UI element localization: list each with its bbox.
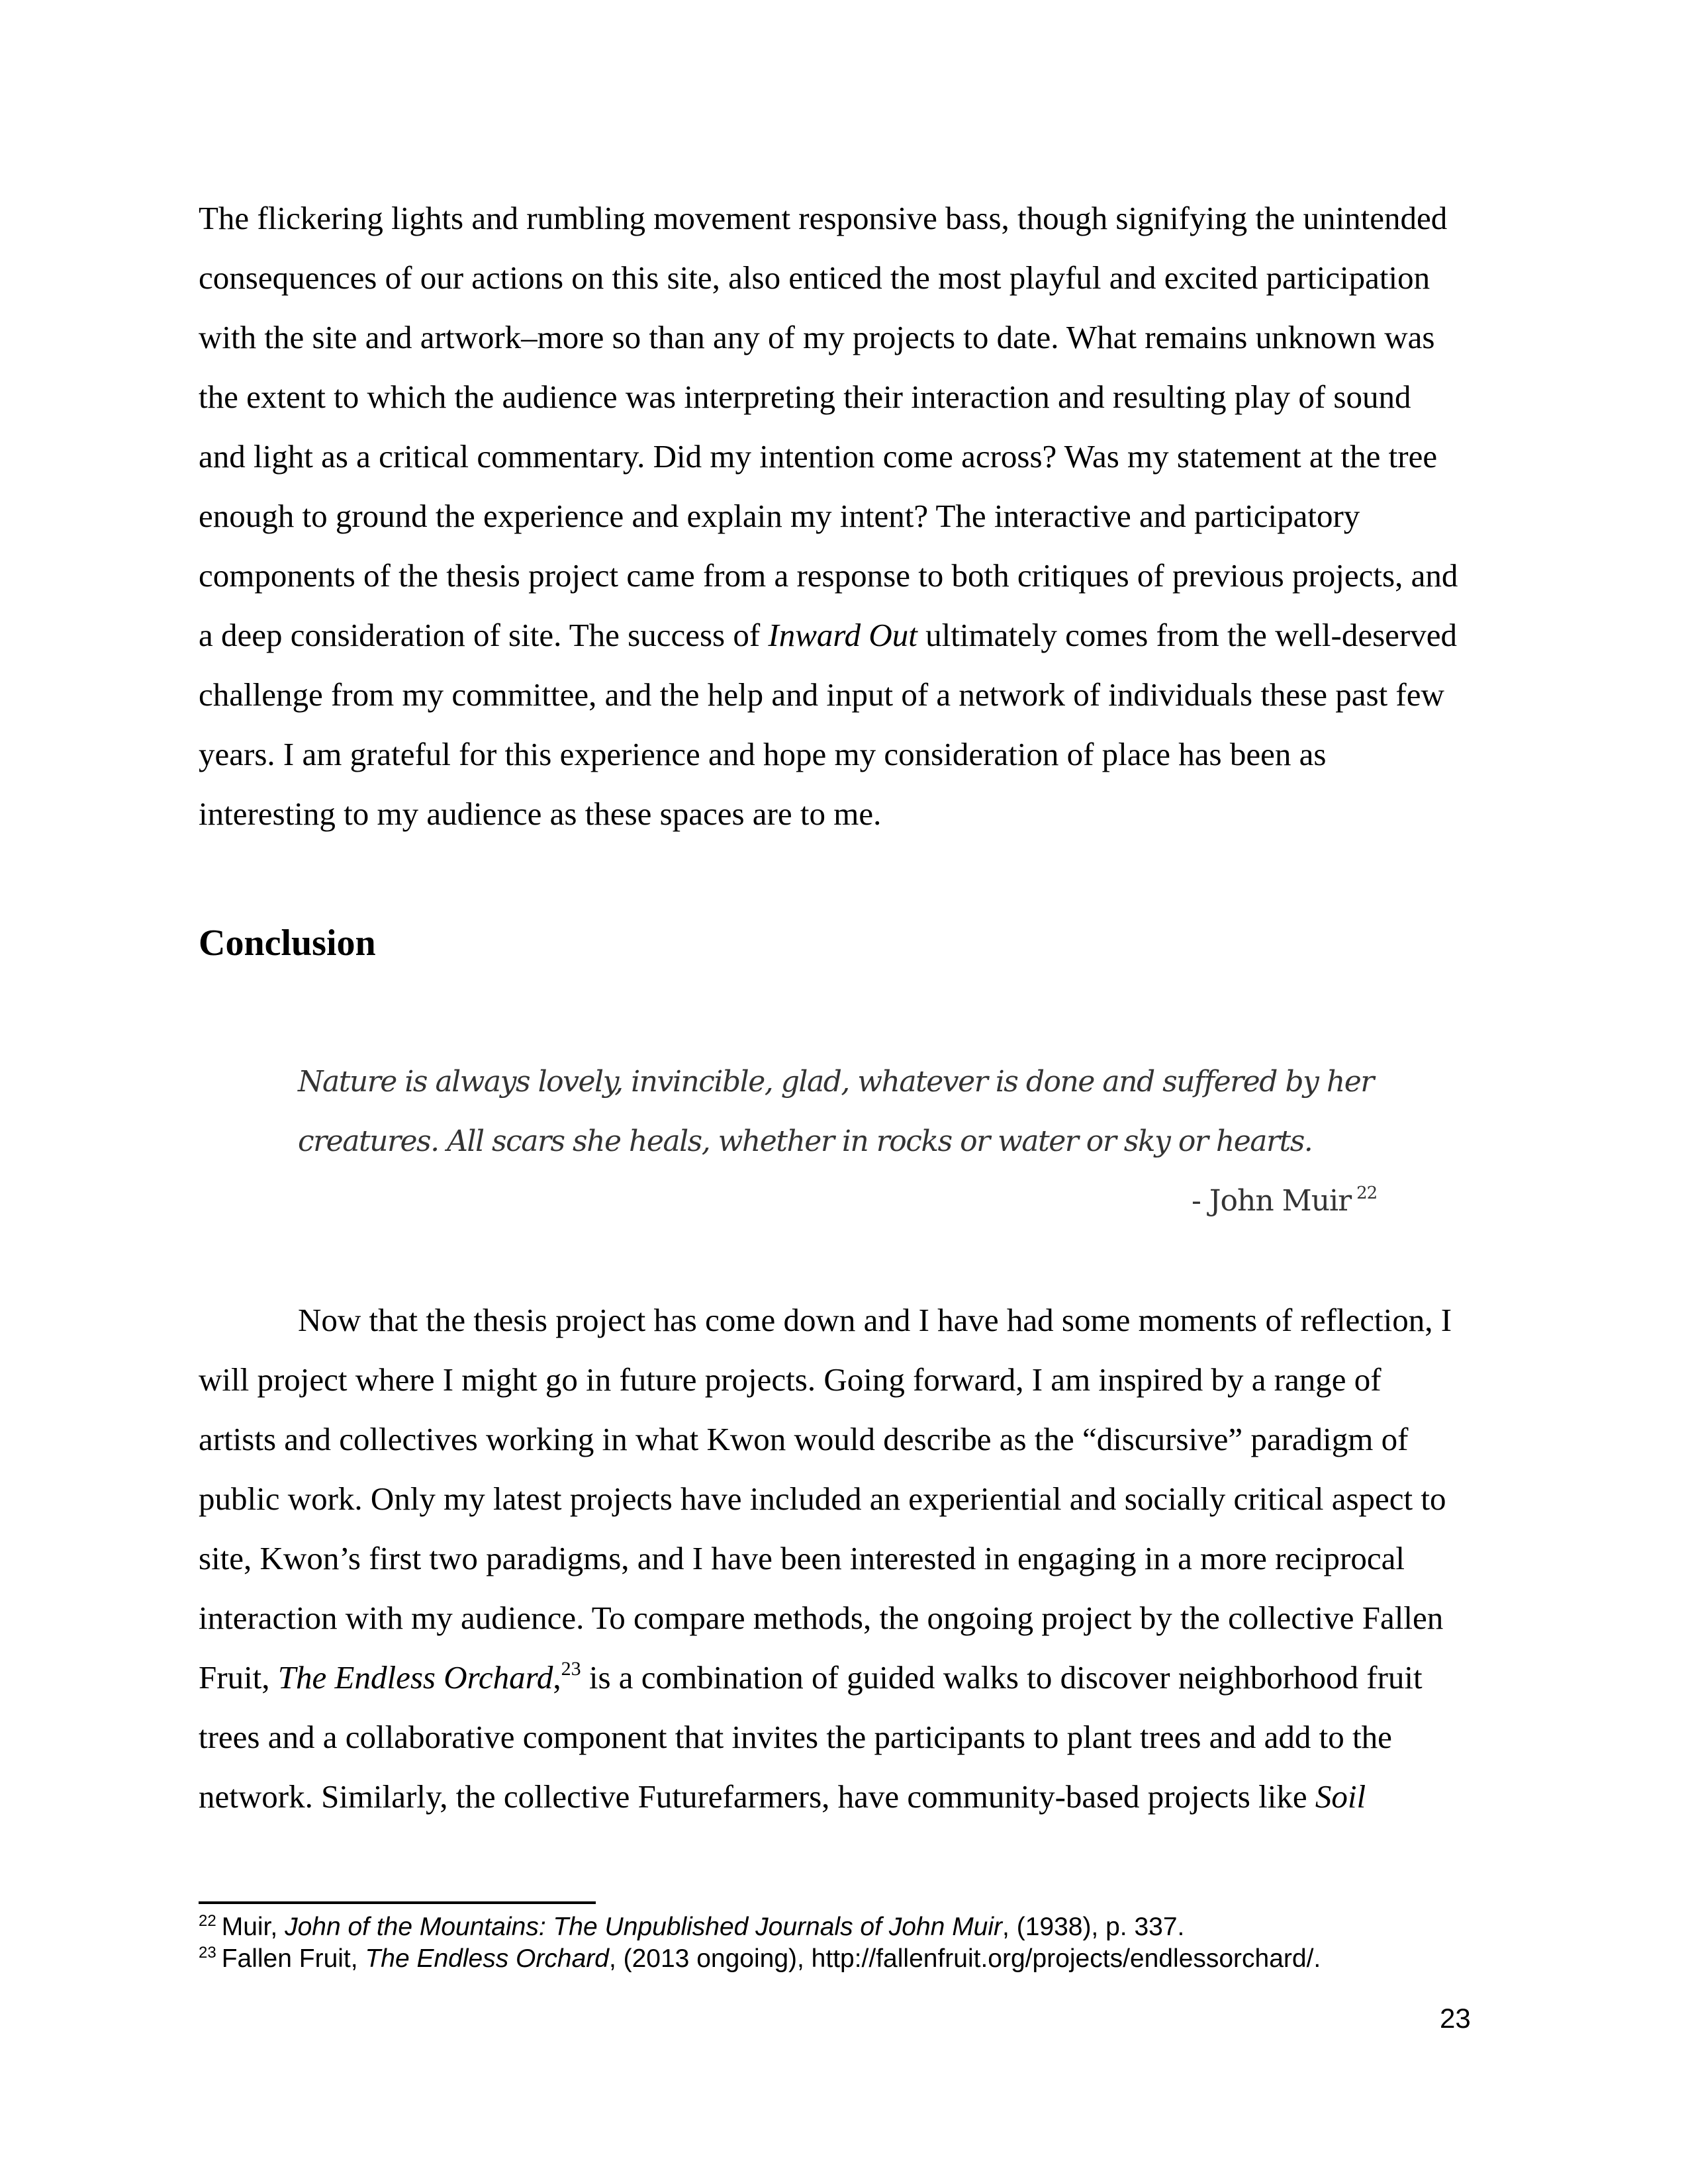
text-run: , (1938), p. 337. <box>1002 1913 1185 1941</box>
text-line: The flickering lights and rumbling movement responsive bass, though signifying the unintended <box>199 200 1448 236</box>
work-title-inward-out: Inward Out <box>768 617 917 653</box>
text-line: interaction with my audience. To compare methods, the ongoing project by the collective Fallen <box>199 1600 1444 1636</box>
text-run: ultimately comes from the well-deserved <box>917 617 1457 653</box>
text-line <box>199 1658 1423 1698</box>
text-line: trees and a collaborative component that invites the participants to plant trees and add to the <box>199 1719 1392 1755</box>
section-heading-conclusion: Conclusion <box>199 923 376 964</box>
text-line: Now that the thesis project has come down and I have had some moments of reflection, I <box>298 1302 1452 1338</box>
footnote-number: 22 <box>199 1912 216 1930</box>
footnote-23 <box>199 1943 1321 1978</box>
footnote-number: 23 <box>199 1944 216 1962</box>
footnote-separator <box>199 1901 596 1904</box>
text-line: will project where I might go in future projects. Going forward, I am inspired by a range of <box>199 1361 1382 1398</box>
citation-title: John of the Mountains: The Unpublished Journals of John Muir <box>285 1913 1003 1941</box>
text-line <box>199 615 1457 655</box>
text-run: Fallen Fruit, <box>221 1944 365 1973</box>
text-line: enough to ground the experience and explain my intent? The interactive and participatory <box>199 498 1360 534</box>
text-line: consequences of our actions on this site, also enticed the most playful and excited participation <box>199 259 1430 296</box>
text-line: challenge from my committee, and the help and input of a network of individuals these past few <box>199 676 1444 713</box>
text-line <box>199 1777 1366 1817</box>
text-run: is a combination of guided walks to discover neighborhood fruit <box>581 1659 1423 1696</box>
footnote-ref-23[interactable]: 23 <box>561 1658 581 1680</box>
epigraph-attribution <box>1192 1181 1377 1225</box>
text-line: public work. Only my latest projects have included an experiential and socially critical aspect to <box>199 1480 1446 1517</box>
text-run: Fruit, <box>199 1659 278 1696</box>
work-title-soil: Soil <box>1315 1778 1366 1815</box>
citation-title: The Endless Orchard <box>365 1944 609 1973</box>
page-number: 23 <box>1440 2003 1471 2034</box>
text-run: a deep consideration of site. The success of <box>199 617 769 653</box>
text-line: interesting to my audience as these spaces are to me. <box>199 796 882 832</box>
footnote-ref-22[interactable]: 22 <box>1356 1183 1378 1203</box>
text-line: artists and collectives working in what Kwon would describe as the “discursive” paradigm of <box>199 1421 1409 1457</box>
text-line: site, Kwon’s first two paradigms, and I have been interested in engaging in a more reciprocal <box>199 1540 1405 1576</box>
epigraph-line: creatures. All scars she heals, whether in rocks or water or sky or hearts. <box>298 1124 1313 1158</box>
text-line: with the site and artwork–more so than any of my projects to date. What remains unknown was <box>199 319 1435 355</box>
footnote-22 <box>199 1911 1184 1946</box>
text-line: the extent to which the audience was interpreting their interaction and resulting play of sound <box>199 379 1411 415</box>
text-run: , <box>553 1659 561 1696</box>
text-line: components of the thesis project came from a response to both critiques of previous projects, and <box>199 557 1458 594</box>
text-run: network. Similarly, the collective Futurefarmers, have community-based projects like <box>199 1778 1315 1815</box>
epigraph-line: Nature is always lovely, invincible, glad, whatever is done and suffered by her <box>298 1065 1374 1099</box>
attribution-text: - John Muir <box>1192 1184 1352 1218</box>
citation-url: , (2013 ongoing), http://fallenfruit.org/projects/endlessorchard/. <box>608 1944 1321 1973</box>
text-line: years. I am grateful for this experience and hope my consideration of place has been as <box>199 736 1327 772</box>
text-run: Muir, <box>221 1913 285 1941</box>
work-title-endless-orchard: The Endless Orchard <box>277 1659 553 1696</box>
text-line: and light as a critical commentary. Did my intention come across? Was my statement at the tree <box>199 438 1438 475</box>
